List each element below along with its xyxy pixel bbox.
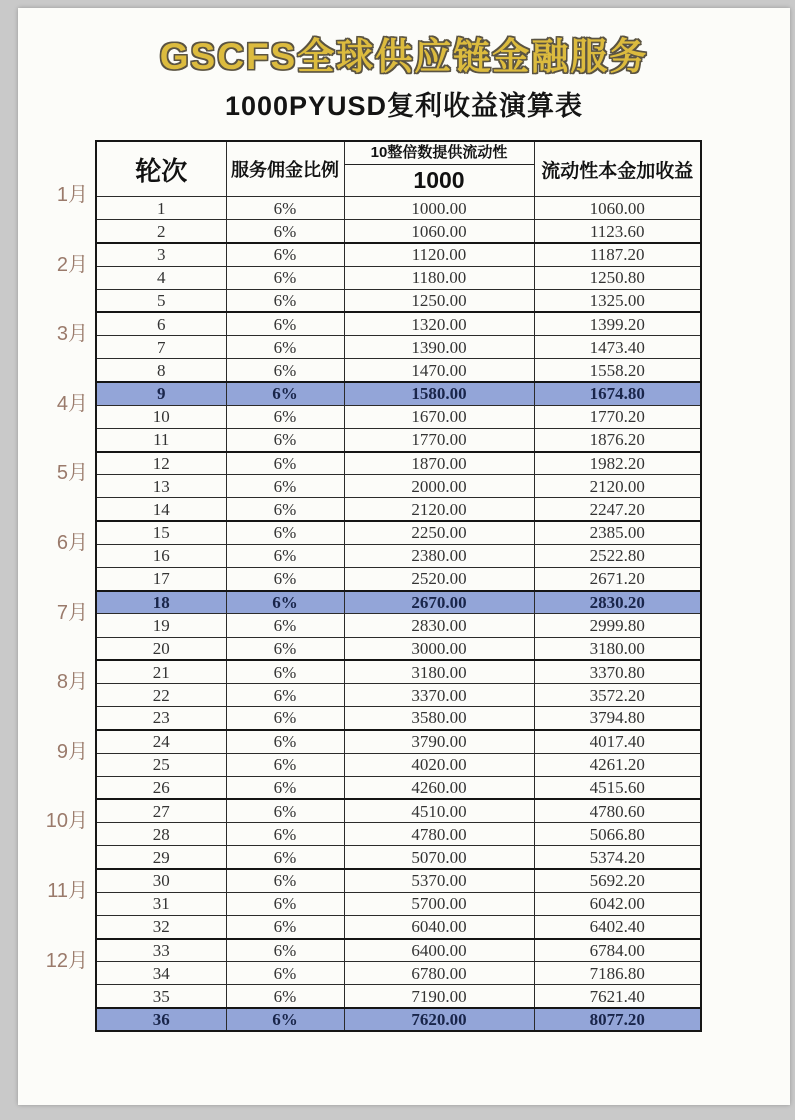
cell-commission: 6%	[226, 707, 344, 730]
cell-round: 12	[96, 452, 226, 475]
month-label: 2月	[56, 253, 88, 276]
cell-commission: 6%	[226, 289, 344, 312]
cell-round: 17	[96, 568, 226, 591]
cell-liquidity: 3580.00	[344, 707, 534, 730]
table-row	[96, 266, 701, 289]
cell-commission: 6%	[226, 869, 344, 892]
table-row	[96, 985, 701, 1008]
cell-total: 2247.20	[534, 498, 701, 521]
table-row	[96, 405, 701, 428]
cell-round: 2	[96, 220, 226, 243]
cell-round: 34	[96, 962, 226, 985]
cell-round: 28	[96, 823, 226, 846]
cell-round: 20	[96, 637, 226, 660]
cell-commission: 6%	[226, 591, 344, 614]
table-row	[96, 475, 701, 498]
cell-round: 24	[96, 730, 226, 753]
month-label: 7月	[56, 601, 88, 624]
cell-round: 14	[96, 498, 226, 521]
cell-liquidity: 4020.00	[344, 753, 534, 776]
cell-round: 16	[96, 544, 226, 567]
cell-total: 4017.40	[534, 730, 701, 753]
cell-liquidity: 6780.00	[344, 962, 534, 985]
table-body	[96, 197, 701, 1032]
cell-round: 35	[96, 985, 226, 1008]
cell-round: 29	[96, 846, 226, 869]
table-row	[96, 544, 701, 567]
cell-round: 15	[96, 521, 226, 544]
month-label: 8月	[56, 671, 88, 694]
table-row	[96, 289, 701, 312]
compound-interest-table	[95, 140, 702, 1032]
cell-round: 27	[96, 799, 226, 822]
cell-round: 8	[96, 359, 226, 382]
table-row	[96, 452, 701, 475]
cell-liquidity: 2830.00	[344, 614, 534, 637]
cell-total: 1674.80	[534, 382, 701, 405]
month-label: 10月	[45, 810, 88, 833]
cell-liquidity: 2120.00	[344, 498, 534, 521]
cell-commission: 6%	[226, 498, 344, 521]
cell-commission: 6%	[226, 197, 344, 220]
table-row	[96, 312, 701, 335]
cell-commission: 6%	[226, 799, 344, 822]
cell-round: 23	[96, 707, 226, 730]
table-row	[96, 683, 701, 706]
cell-round: 10	[96, 405, 226, 428]
cell-total: 5692.20	[534, 869, 701, 892]
table-row	[96, 869, 701, 892]
cell-total: 5374.20	[534, 846, 701, 869]
cell-liquidity: 1580.00	[344, 382, 534, 405]
cell-liquidity: 1060.00	[344, 220, 534, 243]
cell-commission: 6%	[226, 243, 344, 266]
cell-total: 2385.00	[534, 521, 701, 544]
month-label: 4月	[56, 392, 88, 415]
cell-commission: 6%	[226, 892, 344, 915]
cell-round: 11	[96, 428, 226, 451]
cell-total: 6784.00	[534, 939, 701, 962]
month-label: 1月	[56, 184, 88, 206]
cell-round: 13	[96, 475, 226, 498]
cell-total: 2830.20	[534, 591, 701, 614]
cell-round: 3	[96, 243, 226, 266]
cell-total: 8077.20	[534, 1008, 701, 1031]
cell-commission: 6%	[226, 312, 344, 335]
cell-round: 6	[96, 312, 226, 335]
cell-commission: 6%	[226, 1008, 344, 1031]
cell-commission: 6%	[226, 220, 344, 243]
cell-round: 7	[96, 336, 226, 359]
cell-total: 6402.40	[534, 915, 701, 938]
cell-commission: 6%	[226, 683, 344, 706]
cell-total: 2999.80	[534, 614, 701, 637]
cell-total: 2120.00	[534, 475, 701, 498]
cell-round: 4	[96, 266, 226, 289]
cell-commission: 6%	[226, 730, 344, 753]
cell-total: 6042.00	[534, 892, 701, 915]
cell-liquidity: 2000.00	[344, 475, 534, 498]
cell-commission: 6%	[226, 846, 344, 869]
cell-commission: 6%	[226, 753, 344, 776]
table-row	[96, 1008, 701, 1031]
cell-round: 25	[96, 753, 226, 776]
cell-commission: 6%	[226, 266, 344, 289]
header-total: 流动性本金加收益	[534, 141, 701, 197]
cell-total: 1982.20	[534, 452, 701, 475]
cell-commission: 6%	[226, 614, 344, 637]
cell-liquidity: 1250.00	[344, 289, 534, 312]
table-row	[96, 591, 701, 614]
cell-commission: 6%	[226, 521, 344, 544]
cell-liquidity: 2670.00	[344, 591, 534, 614]
header-liquidity-line2: 1000	[413, 167, 465, 193]
table-row	[96, 382, 701, 405]
header-liquidity	[344, 141, 534, 197]
cell-liquidity: 3000.00	[344, 637, 534, 660]
cell-liquidity: 5700.00	[344, 892, 534, 915]
cell-round: 26	[96, 776, 226, 799]
cell-round: 32	[96, 915, 226, 938]
cell-round: 18	[96, 591, 226, 614]
month-label: 12月	[45, 949, 88, 972]
cell-liquidity: 1770.00	[344, 428, 534, 451]
cell-round: 33	[96, 939, 226, 962]
cell-commission: 6%	[226, 939, 344, 962]
cell-total: 1473.40	[534, 336, 701, 359]
cell-commission: 6%	[226, 405, 344, 428]
table-row	[96, 220, 701, 243]
cell-commission: 6%	[226, 452, 344, 475]
table-row	[96, 336, 701, 359]
table-row	[96, 962, 701, 985]
month-label: 3月	[56, 323, 88, 346]
cell-commission: 6%	[226, 382, 344, 405]
month-label: 11月	[47, 880, 88, 902]
table-row	[96, 892, 701, 915]
table-row	[96, 498, 701, 521]
cell-total: 1770.20	[534, 405, 701, 428]
table-row	[96, 428, 701, 451]
cell-total: 1876.20	[534, 428, 701, 451]
cell-total: 1123.60	[534, 220, 701, 243]
table-header	[96, 141, 701, 197]
cell-liquidity: 1390.00	[344, 336, 534, 359]
cell-liquidity: 3370.00	[344, 683, 534, 706]
cell-commission: 6%	[226, 660, 344, 683]
cell-liquidity: 3180.00	[344, 660, 534, 683]
cell-commission: 6%	[226, 568, 344, 591]
cell-total: 5066.80	[534, 823, 701, 846]
header-row	[96, 141, 701, 197]
cell-total: 1558.20	[534, 359, 701, 382]
cell-commission: 6%	[226, 915, 344, 938]
table-row	[96, 359, 701, 382]
cell-liquidity: 1120.00	[344, 243, 534, 266]
cell-round: 21	[96, 660, 226, 683]
cell-liquidity: 7190.00	[344, 985, 534, 1008]
table-row	[96, 776, 701, 799]
cell-total: 7621.40	[534, 985, 701, 1008]
cell-commission: 6%	[226, 475, 344, 498]
header-commission: 服务佣金比例	[226, 141, 344, 197]
cell-commission: 6%	[226, 962, 344, 985]
cell-liquidity: 1670.00	[344, 405, 534, 428]
month-label: 6月	[56, 532, 88, 554]
table-row	[96, 753, 701, 776]
table-row	[96, 197, 701, 220]
cell-liquidity: 3790.00	[344, 730, 534, 753]
table-row	[96, 660, 701, 683]
table-row	[96, 799, 701, 822]
table-row	[96, 637, 701, 660]
cell-total: 3180.00	[534, 637, 701, 660]
cell-commission: 6%	[226, 823, 344, 846]
cell-total: 3370.80	[534, 660, 701, 683]
table-row	[96, 568, 701, 591]
cell-round: 31	[96, 892, 226, 915]
cell-liquidity: 5070.00	[344, 846, 534, 869]
cell-liquidity: 6400.00	[344, 939, 534, 962]
cell-total: 3572.20	[534, 683, 701, 706]
month-label: 5月	[56, 462, 88, 485]
table-row	[96, 707, 701, 730]
cell-liquidity: 5370.00	[344, 869, 534, 892]
cell-total: 1250.80	[534, 266, 701, 289]
cell-total: 7186.80	[534, 962, 701, 985]
month-label: 9月	[56, 740, 88, 763]
cell-round: 5	[96, 289, 226, 312]
cell-total: 1187.20	[534, 243, 701, 266]
cell-total: 1399.20	[534, 312, 701, 335]
page-subtitle: 1000PYUSD复利收益演算表	[224, 91, 584, 121]
cell-total: 4261.20	[534, 753, 701, 776]
cell-total: 4515.60	[534, 776, 701, 799]
table-row	[96, 521, 701, 544]
cell-round: 9	[96, 382, 226, 405]
table-row	[96, 243, 701, 266]
cell-liquidity: 4780.00	[344, 823, 534, 846]
cell-round: 30	[96, 869, 226, 892]
header-liquidity-line1: 10整倍数提供流动性	[345, 142, 534, 165]
compound-interest-table-wrap	[45, 140, 700, 1032]
cell-total: 4780.60	[534, 799, 701, 822]
table-row	[96, 614, 701, 637]
cell-commission: 6%	[226, 776, 344, 799]
cell-total: 3794.80	[534, 707, 701, 730]
page-title: GSCFS全球供应链金融服务	[159, 36, 649, 77]
cell-round: 19	[96, 614, 226, 637]
cell-commission: 6%	[226, 428, 344, 451]
table-row	[96, 730, 701, 753]
cell-liquidity: 1870.00	[344, 452, 534, 475]
cell-commission: 6%	[226, 544, 344, 567]
document-page	[18, 8, 790, 1105]
table-row	[96, 939, 701, 962]
cell-round: 36	[96, 1008, 226, 1031]
cell-commission: 6%	[226, 985, 344, 1008]
table-row	[96, 823, 701, 846]
cell-total: 1060.00	[534, 197, 701, 220]
cell-liquidity: 7620.00	[344, 1008, 534, 1031]
cell-commission: 6%	[226, 359, 344, 382]
cell-liquidity: 1320.00	[344, 312, 534, 335]
table-row	[96, 846, 701, 869]
cell-liquidity: 4510.00	[344, 799, 534, 822]
cell-total: 1325.00	[534, 289, 701, 312]
cell-liquidity: 2520.00	[344, 568, 534, 591]
table-row	[96, 915, 701, 938]
cell-liquidity: 2250.00	[344, 521, 534, 544]
cell-liquidity: 6040.00	[344, 915, 534, 938]
cell-total: 2671.20	[534, 568, 701, 591]
cell-round: 1	[96, 197, 226, 220]
cell-liquidity: 1000.00	[344, 197, 534, 220]
cell-commission: 6%	[226, 336, 344, 359]
cell-liquidity: 1470.00	[344, 359, 534, 382]
cell-total: 2522.80	[534, 544, 701, 567]
cell-liquidity: 1180.00	[344, 266, 534, 289]
cell-commission: 6%	[226, 637, 344, 660]
cell-round: 22	[96, 683, 226, 706]
header-round: 轮次	[96, 141, 226, 197]
cell-liquidity: 4260.00	[344, 776, 534, 799]
cell-liquidity: 2380.00	[344, 544, 534, 567]
